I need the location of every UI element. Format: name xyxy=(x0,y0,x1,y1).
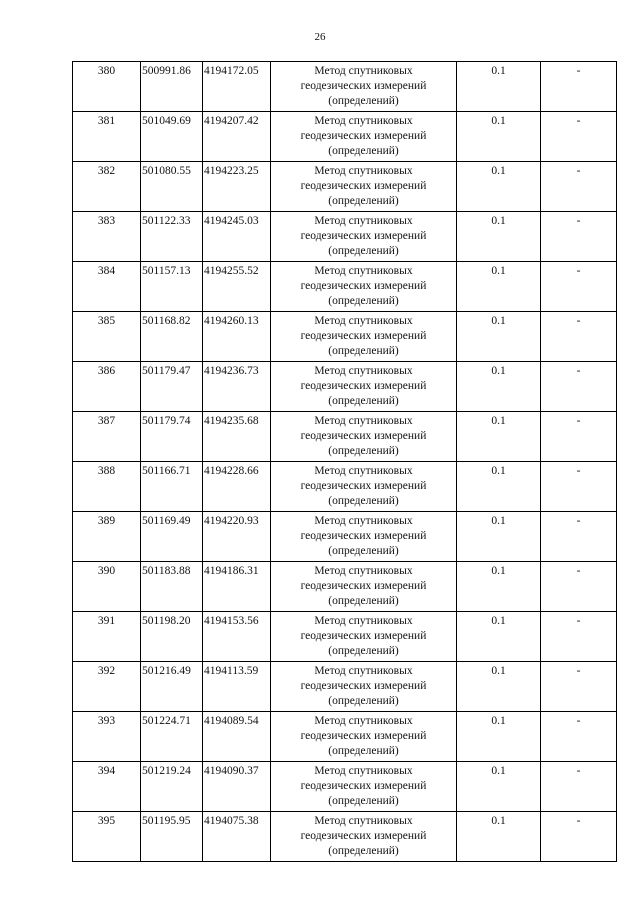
accuracy-cell: 0.1 xyxy=(457,462,541,512)
method-line: (определений) xyxy=(328,245,399,257)
coordinates-table-body xyxy=(73,62,617,862)
method-cell xyxy=(271,312,457,362)
x-coordinate-cell: 501219.24 xyxy=(141,762,203,812)
y-coordinate-cell: 4194236.73 xyxy=(203,362,271,412)
accuracy-cell: 0.1 xyxy=(457,662,541,712)
x-coordinate-cell: 501183.88 xyxy=(141,562,203,612)
y-coordinate-cell: 4194220.93 xyxy=(203,512,271,562)
accuracy-cell: 0.1 xyxy=(457,212,541,262)
extra-cell: - xyxy=(541,512,617,562)
method-line: Метод спутниковых xyxy=(314,115,413,127)
point-number-cell: 380 xyxy=(73,62,141,112)
method-line: геодезических измерений xyxy=(300,830,427,842)
method-cell xyxy=(271,812,457,862)
method-line: геодезических измерений xyxy=(300,230,427,242)
y-coordinate-cell: 4194260.13 xyxy=(203,312,271,362)
method-cell xyxy=(271,362,457,412)
point-number-cell: 392 xyxy=(73,662,141,712)
accuracy-cell: 0.1 xyxy=(457,62,541,112)
method-line: Метод спутниковых xyxy=(314,165,413,177)
extra-cell: - xyxy=(541,112,617,162)
table-row xyxy=(73,262,617,312)
method-cell xyxy=(271,112,457,162)
point-number-cell: 385 xyxy=(73,312,141,362)
method-cell xyxy=(271,662,457,712)
method-line: (определений) xyxy=(328,595,399,607)
x-coordinate-cell: 501166.71 xyxy=(141,462,203,512)
table-row xyxy=(73,812,617,862)
extra-cell: - xyxy=(541,462,617,512)
coordinates-table xyxy=(72,61,617,862)
x-coordinate-cell: 501169.49 xyxy=(141,512,203,562)
extra-cell: - xyxy=(541,762,617,812)
extra-cell: - xyxy=(541,212,617,262)
method-line: (определений) xyxy=(328,395,399,407)
method-line: Метод спутниковых xyxy=(314,515,413,527)
y-coordinate-cell: 4194255.52 xyxy=(203,262,271,312)
method-cell xyxy=(271,462,457,512)
method-cell xyxy=(271,712,457,762)
table-row xyxy=(73,662,617,712)
page-number: 26 xyxy=(314,31,326,43)
method-line: (определений) xyxy=(328,545,399,557)
method-line: Метод спутниковых xyxy=(314,715,413,727)
extra-cell: - xyxy=(541,712,617,762)
method-line: геодезических измерений xyxy=(300,130,427,142)
extra-cell: - xyxy=(541,362,617,412)
method-cell xyxy=(271,562,457,612)
y-coordinate-cell: 4194223.25 xyxy=(203,162,271,212)
table-row xyxy=(73,712,617,762)
accuracy-cell: 0.1 xyxy=(457,612,541,662)
method-line: геодезических измерений xyxy=(300,530,427,542)
point-number-cell: 389 xyxy=(73,512,141,562)
point-number-cell: 384 xyxy=(73,262,141,312)
extra-cell: - xyxy=(541,612,617,662)
extra-cell: - xyxy=(541,62,617,112)
point-number-cell: 395 xyxy=(73,812,141,862)
method-line: Метод спутниковых xyxy=(314,815,413,827)
extra-cell: - xyxy=(541,262,617,312)
x-coordinate-cell: 501179.74 xyxy=(141,412,203,462)
method-line: (определений) xyxy=(328,295,399,307)
method-line: Метод спутниковых xyxy=(314,465,413,477)
table-row xyxy=(73,462,617,512)
table-row xyxy=(73,62,617,112)
table-row xyxy=(73,762,617,812)
accuracy-cell: 0.1 xyxy=(457,512,541,562)
method-line: Метод спутниковых xyxy=(314,315,413,327)
method-line: геодезических измерений xyxy=(300,680,427,692)
x-coordinate-cell: 501080.55 xyxy=(141,162,203,212)
x-coordinate-cell: 501216.49 xyxy=(141,662,203,712)
accuracy-cell: 0.1 xyxy=(457,362,541,412)
y-coordinate-cell: 4194075.38 xyxy=(203,812,271,862)
method-line: (определений) xyxy=(328,145,399,157)
method-line: геодезических измерений xyxy=(300,480,427,492)
method-line: Метод спутниковых xyxy=(314,415,413,427)
point-number-cell: 382 xyxy=(73,162,141,212)
y-coordinate-cell: 4194113.59 xyxy=(203,662,271,712)
method-line: геодезических измерений xyxy=(300,80,427,92)
x-coordinate-cell: 501179.47 xyxy=(141,362,203,412)
table-row xyxy=(73,612,617,662)
point-number-cell: 393 xyxy=(73,712,141,762)
extra-cell: - xyxy=(541,162,617,212)
method-line: Метод спутниковых xyxy=(314,365,413,377)
method-cell xyxy=(271,762,457,812)
extra-cell: - xyxy=(541,662,617,712)
point-number-cell: 383 xyxy=(73,212,141,262)
table-row xyxy=(73,162,617,212)
method-cell xyxy=(271,262,457,312)
point-number-cell: 391 xyxy=(73,612,141,662)
method-line: (определений) xyxy=(328,745,399,757)
table-row xyxy=(73,312,617,362)
x-coordinate-cell: 501157.13 xyxy=(141,262,203,312)
y-coordinate-cell: 4194245.03 xyxy=(203,212,271,262)
method-line: Метод спутниковых xyxy=(314,765,413,777)
table-row xyxy=(73,562,617,612)
x-coordinate-cell: 501224.71 xyxy=(141,712,203,762)
x-coordinate-cell: 500991.86 xyxy=(141,62,203,112)
y-coordinate-cell: 4194090.37 xyxy=(203,762,271,812)
x-coordinate-cell: 501198.20 xyxy=(141,612,203,662)
method-line: геодезических измерений xyxy=(300,330,427,342)
y-coordinate-cell: 4194089.54 xyxy=(203,712,271,762)
point-number-cell: 387 xyxy=(73,412,141,462)
point-number-cell: 388 xyxy=(73,462,141,512)
method-line: (определений) xyxy=(328,495,399,507)
table-row xyxy=(73,512,617,562)
y-coordinate-cell: 4194207.42 xyxy=(203,112,271,162)
method-cell xyxy=(271,612,457,662)
method-line: (определений) xyxy=(328,845,399,857)
method-line: геодезических измерений xyxy=(300,580,427,592)
accuracy-cell: 0.1 xyxy=(457,712,541,762)
method-line: (определений) xyxy=(328,195,399,207)
method-line: геодезических измерений xyxy=(300,280,427,292)
point-number-cell: 381 xyxy=(73,112,141,162)
extra-cell: - xyxy=(541,312,617,362)
point-number-cell: 394 xyxy=(73,762,141,812)
accuracy-cell: 0.1 xyxy=(457,162,541,212)
method-line: (определений) xyxy=(328,795,399,807)
method-line: (определений) xyxy=(328,645,399,657)
y-coordinate-cell: 4194235.68 xyxy=(203,412,271,462)
method-line: Метод спутниковых xyxy=(314,265,413,277)
y-coordinate-cell: 4194186.31 xyxy=(203,562,271,612)
method-cell xyxy=(271,62,457,112)
x-coordinate-cell: 501122.33 xyxy=(141,212,203,262)
method-line: Метод спутниковых xyxy=(314,665,413,677)
table-row xyxy=(73,212,617,262)
method-line: геодезических измерений xyxy=(300,780,427,792)
point-number-cell: 390 xyxy=(73,562,141,612)
method-line: (определений) xyxy=(328,95,399,107)
x-coordinate-cell: 501049.69 xyxy=(141,112,203,162)
accuracy-cell: 0.1 xyxy=(457,412,541,462)
method-line: геодезических измерений xyxy=(300,430,427,442)
x-coordinate-cell: 501195.95 xyxy=(141,812,203,862)
method-line: геодезических измерений xyxy=(300,380,427,392)
extra-cell: - xyxy=(541,412,617,462)
y-coordinate-cell: 4194153.56 xyxy=(203,612,271,662)
table-row xyxy=(73,412,617,462)
method-cell xyxy=(271,212,457,262)
table-row xyxy=(73,112,617,162)
method-line: (определений) xyxy=(328,695,399,707)
accuracy-cell: 0.1 xyxy=(457,812,541,862)
method-line: (определений) xyxy=(328,345,399,357)
method-line: геодезических измерений xyxy=(300,730,427,742)
y-coordinate-cell: 4194172.05 xyxy=(203,62,271,112)
accuracy-cell: 0.1 xyxy=(457,312,541,362)
table-row xyxy=(73,362,617,412)
accuracy-cell: 0.1 xyxy=(457,112,541,162)
method-line: Метод спутниковых xyxy=(314,65,413,77)
accuracy-cell: 0.1 xyxy=(457,762,541,812)
x-coordinate-cell: 501168.82 xyxy=(141,312,203,362)
method-line: Метод спутниковых xyxy=(314,215,413,227)
y-coordinate-cell: 4194228.66 xyxy=(203,462,271,512)
method-cell xyxy=(271,162,457,212)
point-number-cell: 386 xyxy=(73,362,141,412)
method-line: геодезических измерений xyxy=(300,630,427,642)
accuracy-cell: 0.1 xyxy=(457,562,541,612)
method-line: Метод спутниковых xyxy=(314,565,413,577)
method-line: (определений) xyxy=(328,445,399,457)
method-cell xyxy=(271,412,457,462)
extra-cell: - xyxy=(541,562,617,612)
method-cell xyxy=(271,512,457,562)
method-line: геодезических измерений xyxy=(300,180,427,192)
method-line: Метод спутниковых xyxy=(314,615,413,627)
extra-cell: - xyxy=(541,812,617,862)
accuracy-cell: 0.1 xyxy=(457,262,541,312)
